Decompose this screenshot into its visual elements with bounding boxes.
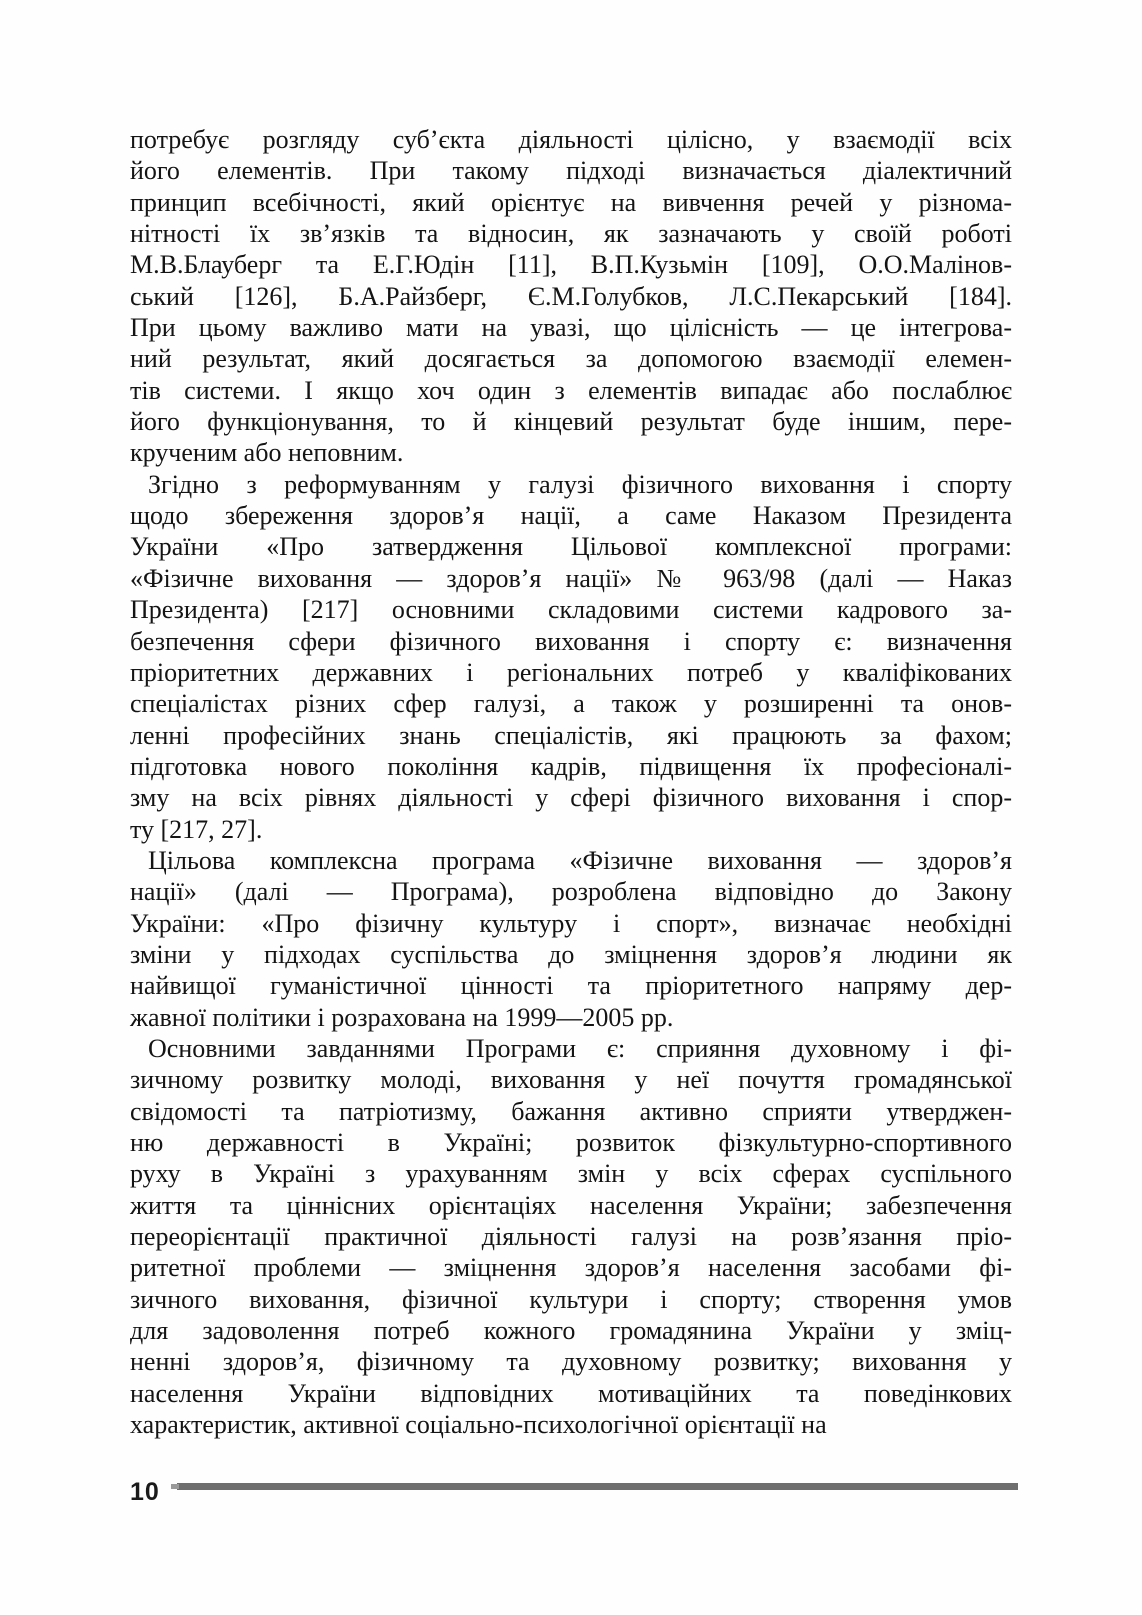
text-line: зму на всіх рівнях діяльності у сфері фізичного виховання і спор- — [130, 783, 1012, 813]
text-line: тів системи. І якщо хоч один з елементів випадає або послаблює — [130, 375, 1012, 405]
text-line: принцип всебічності, який орієнтує на вивчення речей у різнома- — [130, 187, 1012, 217]
text-line: зміни у підходах суспільства до зміцнення здоров’я людини як — [130, 939, 1012, 969]
text-line: потребує розгляду суб’єкта діяльності цілісно, у взаємодії всіх — [130, 125, 1012, 154]
text-line: пріоритетних державних і регіональних потреб у кваліфікованих — [130, 657, 1012, 687]
text-line: ленні професійних знань спеціалістів, які працюють за фахом; — [130, 720, 1012, 750]
body-text — [130, 124, 1012, 1440]
text-line: спеціалістах різних сфер галузі, а також у розширенні та онов- — [130, 689, 1012, 719]
text-line: України «Про затвердження Цільової комплексної програми: — [130, 532, 1012, 562]
text-line: ний результат, який досягається за допомогою взаємодії елемен- — [130, 344, 1012, 374]
text-line: М.В.Блауберг та Е.Г.Юдін [11], В.П.Кузьмін [109], О.О.Малінов- — [130, 250, 1012, 280]
text-line: безпечення сфери фізичного виховання і спорту є: визначення — [130, 626, 1012, 656]
text-line: жавної політики і розрахована на 1999—2005 рр. — [130, 1002, 674, 1032]
text-line: для задоволення потреб кожного громадянина України у зміц- — [130, 1316, 1012, 1346]
text-line: зичного виховання, фізичної культури і спорту; створення умов — [130, 1284, 1012, 1314]
text-line: нації» (далі — Програма), розроблена відповідно до Закону — [130, 877, 1012, 907]
text-line: ненні здоров’я, фізичному та духовному розвитку; виховання у — [130, 1347, 1012, 1377]
text-line: ський [126], Б.А.Райзберг, Є.М.Голубков, Л.С.Пекарський [184]. — [130, 281, 1012, 311]
text-line: зичному розвитку молоді, виховання у неї почуття громадянської — [130, 1065, 1012, 1095]
text-line: України: «Про фізичну культуру і спорт», визначає необхідні — [130, 908, 1012, 938]
text-line: «Фізичне виховання — здоров’я нації» № 963/98 (далі — Наказ — [130, 563, 1012, 593]
text-line: ритетної проблеми — зміцнення здоров’я населення засобами фі- — [130, 1253, 1012, 1283]
text-line: переорієнтації практичної діяльності галузі на розв’язання пріо- — [130, 1222, 1012, 1252]
text-line: Згідно з реформуванням у галузі фізичного виховання і спорту — [148, 469, 1012, 499]
text-line: Основними завданнями Програми є: сприяння духовному і фі- — [148, 1033, 1012, 1063]
text-line: руху в Україні з урахуванням змін у всіх сферах суспільного — [130, 1159, 1012, 1189]
text-line: ту [217, 27]. — [130, 814, 263, 844]
text-line: Президента) [217] основними складовими системи кадрового за- — [130, 595, 1012, 625]
paragraph — [130, 469, 1012, 845]
text-line: характеристик, активної соціально-психологічної орієнтації на — [130, 1410, 827, 1440]
page-number: 10 — [130, 1478, 160, 1506]
text-line: крученим або неповним. — [130, 438, 404, 468]
paragraph — [130, 124, 1012, 469]
text-line: життя та ціннісних орієнтаціях населення України; забезпечення — [130, 1190, 1012, 1220]
paragraph — [130, 845, 1012, 1033]
paragraph — [130, 1033, 1012, 1440]
text-line: щодо збереження здоров’я нації, а саме Наказом Президента — [130, 501, 1012, 531]
text-line: його функціонування, то й кінцевий результат буде іншим, пере- — [130, 407, 1012, 437]
text-line: Цільова комплексна програма «Фізичне виховання — здоров’я — [148, 845, 1012, 875]
text-line: населення України відповідних мотиваційних та поведінкових — [130, 1378, 1012, 1408]
text-line: його елементів. При такому підході визначається діалектичний — [130, 156, 1012, 186]
text-line: нітності їх зв’язків та відносин, як зазначають у своїй роботі — [130, 219, 1012, 249]
text-line: найвищої гуманістичної цінності та пріоритетного напряму дер- — [130, 971, 1012, 1001]
text-line: підготовка нового покоління кадрів, підвищення їх професіоналі- — [130, 751, 1012, 781]
text-line: При цьому важливо мати на увазі, що цілісність — це інтегрова- — [130, 313, 1012, 343]
text-line: ню державності в Україні; розвиток фізкультурно-спортивного — [130, 1128, 1012, 1157]
text-line: свідомості та патріотизму, бажання активно сприяти утверджен- — [130, 1096, 1012, 1126]
footer-rule — [177, 1483, 1018, 1490]
